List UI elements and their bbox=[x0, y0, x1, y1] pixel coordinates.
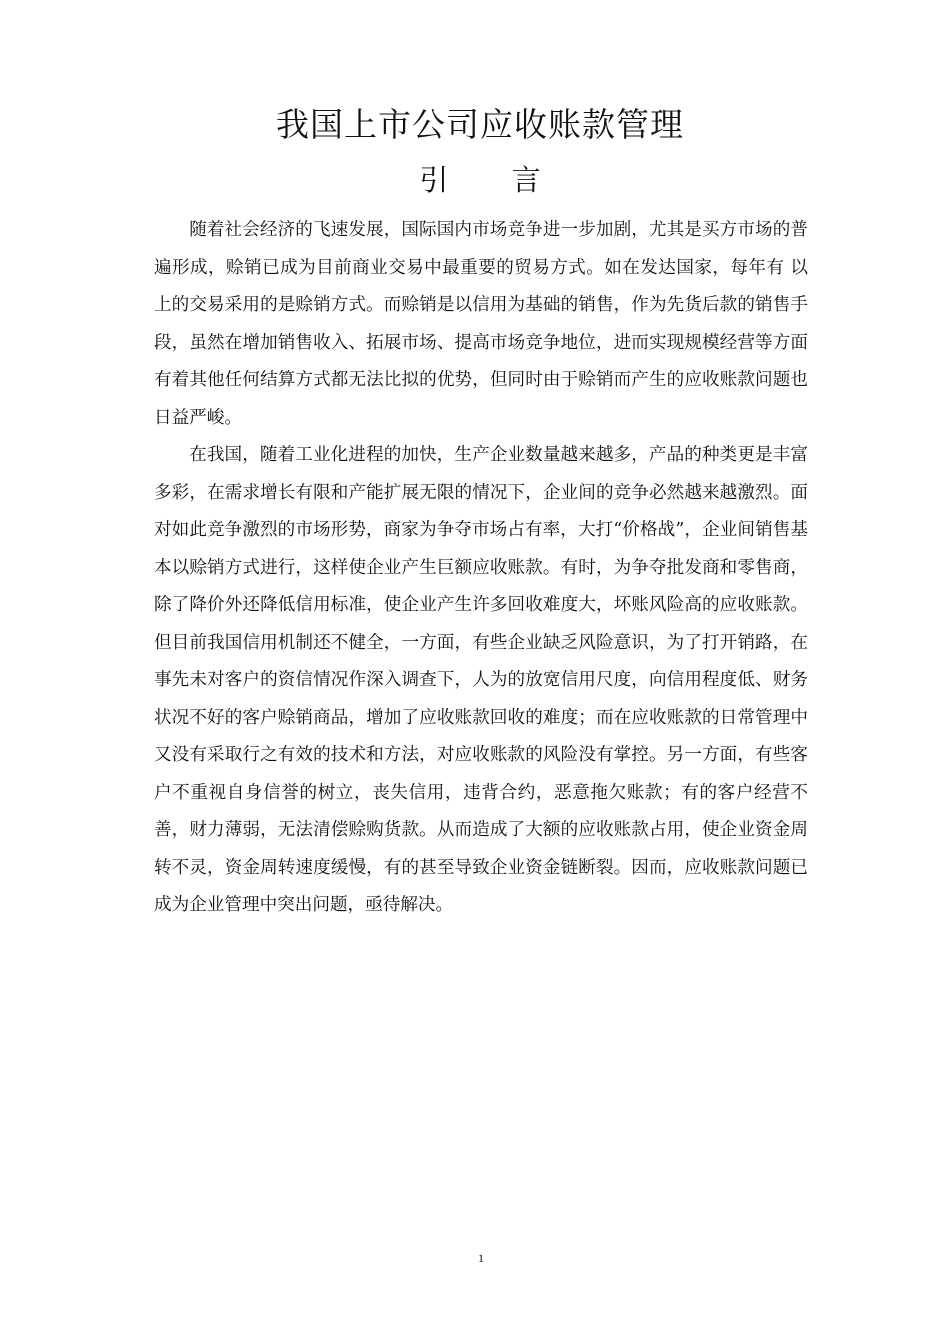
document-title: 我国上市公司应收账款管理 bbox=[276, 105, 684, 144]
paragraph: 随着社会经济的飞速发展，国际国内市场竞争进一步加剧，尤其是买方市场的普遍形成，赊销已成为目前商业交易中最重要的贸易方式。如在发达国家，每年有 以上的交易采用的是赊销方式。而赊销是以信用为基础的销售，作为先货后款的销售手段，虽然在增加销售收入、拓展市场、提高市场竞争地位，进而实现规模经营等方面有着其他任何结算方式都无法比拟的优势，但同时由于赊销而产生的应收账款问题也日益严峻。 bbox=[154, 220, 808, 428]
section-heading: 引 言 bbox=[419, 163, 541, 197]
document-body bbox=[154, 212, 808, 925]
paragraph: 在我国，随着工业化进程的加快，生产企业数量越来越多，产品的种类更是丰富多彩，在需求增长有限和产能扩展无限的情况下，企业间的竞争必然越来越激烈。面对如此竞争激烈的市场形势，商家为争夺市场占有率，大打“价格战”，企业间销售基本以赊销方式进行，这样使企业产生巨额应收账款。有时，为争夺批发商和零售商，除了降价外还降低信用标准，使企业产生许多回收难度大，坏账风险高的应收账款。但目前我国信用机制还不健全，一方面，有些企业缺乏风险意识，为了打开销路，在事先未对客户的资信情况作深入调查下，人为的放宽信用尺度，向信用程度低、财务状况不好的客户赊销商品，增加了应收账款回收的难度；而在应收账款的日常管理中又没有采取行之有效的技术和方法，对应收账款的风险没有掌控。另一方面，有些客户不重视自身信誉的树立，丧失信用，违背合约，恶意拖欠账款；有的客户经营不善，财力薄弱，无法清偿赊购货款。从而造成了大额的应收账款占用，使企业资金周转不灵，资金周转速度缓慢，有的甚至导致企业资金链断裂。因而，应收账款问题已成为企业管理中突出问题，亟待解决。 bbox=[154, 445, 808, 915]
page-number: 1 bbox=[478, 1251, 484, 1265]
